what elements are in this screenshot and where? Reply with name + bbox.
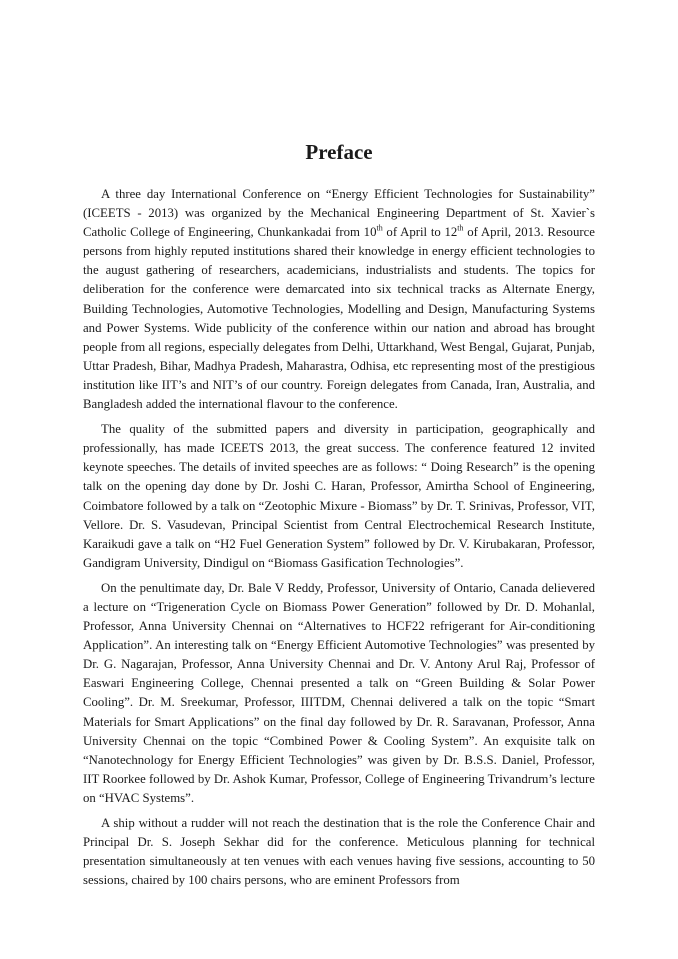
paragraph-1-part-b: of April to 12: [382, 225, 458, 240]
superscript-th-1: th: [376, 223, 383, 233]
paragraph-1: [83, 185, 595, 414]
superscript-th-2: th: [457, 223, 464, 233]
paragraph-3: On the penultimate day, Dr. Bale V Reddy, Professor, University of Ontario, Canada delievered a lecture on “Trigeneration Cycle on Biomass Power Generation” followed by Dr. D. Mohanlal, Professor, Anna University Chennai on “Alternatives to HCF22 refrigerant for Air-conditioning Application”. An interesting talk on “Energy Efficient Automotive Technologies” was presented by Dr. G. Nagarajan, Professor, Anna University Chennai and Dr. V. Antony Arul Raj, Professor of Easwari Engineering College, Chennai presented a talk on “Green Building & Solar Power Cooling”. Dr. M. Sreekumar, Professor, IIITDM, Chennai delivered a talk on the topic “Smart Materials for Smart Applications” on the final day followed by Dr. R. Saravanan, Professor, Anna University Chennai on the topic “Combined Power & Cooling System”. An exquisite talk on “Nanotechnology for Energy Efficient Technologies” was given by Dr. B.S.S. Daniel, Professor, IIT Roorkee followed by Dr. Ashok Kumar, Professor, College of Engineering Trivandrum’s lecture on “HVAC Systems”.: [83, 580, 595, 805]
paragraph-2: The quality of the submitted papers and diversity in participation, geographically and professionally, has made ICEETS 2013, the great success. The conference featured 12 invited keynote speeches. The details of invited speeches are as follows: “ Doing Research” is the opening talk on the opening day done by Dr. Joshi C. Haran, Professor, Amirtha School of Engineering, Coimbatore followed by a talk on “Zeotophic Mixure - Biomass” by Dr. T. Srinivas, Professor, VIT, Vellore. Dr. S. Vasudevan, Principal Scientist from Central Electrochemical Research Institute, Karaikudi gave a talk on “H2 Fuel Generation System” followed by Dr. V. Kirubakaran, Professor, Gandigram University, Dindigul on “Biomass Gasification Technologies”.: [83, 422, 595, 570]
body-text: [83, 185, 595, 896]
paragraph-1-part-a: A three day International Conference on “Energy Efficient Technologies for Sustainability” (ICEETS - 2013) was organized by the Mechanical Engineering Department of St. Xavier`s Catholic College of Engineering, Chunkankadai from 10: [83, 187, 595, 240]
paragraph-4: A ship without a rudder will not reach the destination that is the role the Conference Chair and Principal Dr. S. Joseph Sekhar did for the conference. Meticulous planning for technical presentation simultaneously at ten venues with each venues having five sessions, accounting to 50 sessions, chaired by 100 chairs persons, who are eminent Professors from: [83, 816, 595, 888]
paragraph-1-part-c: of April, 2013. Resource persons from highly reputed institutions shared their knowledge in energy efficient technologies to the august gathering of researchers, academicians, industrialists and students. The topics for deliberation for the conference were demarcated into six technical tracks as Alternate Energy, Building Technologies, Automotive Technologies, Modelling and Design, Manufacturing Systems and Power Systems. Wide publicity of the conference within our nation and abroad has brought people from all regions, especially delegates from Delhi, Uttarkhand, West Bengal, Gujarat, Punjab, Uttar Pradesh, Bihar, Madhya Pradesh, Maharastra, Odhisa, etc representing most of the prestigious institution like IIT’s and NIT’s of our country. Foreign delegates from Canada, Iran, Australia, and Bangladesh added the international flavour to the conference.: [83, 225, 595, 412]
page-title: Preface: [305, 140, 373, 164]
